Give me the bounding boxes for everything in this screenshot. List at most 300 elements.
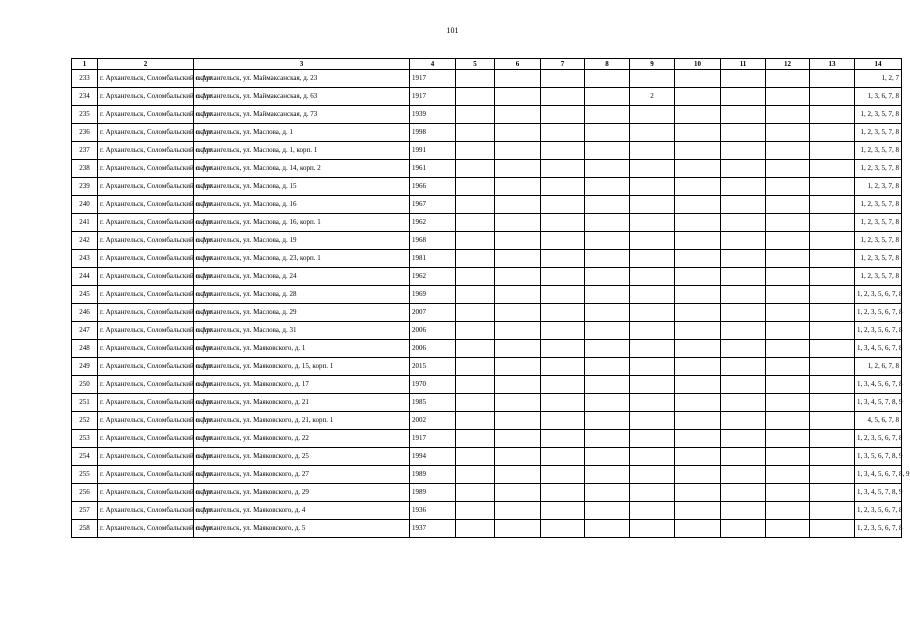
row-number-cell: 236 [72, 124, 98, 142]
col8-cell [585, 124, 630, 142]
column-header: 10 [675, 59, 721, 70]
table-row [72, 250, 902, 268]
col11-cell [721, 304, 766, 322]
col7-cell [541, 196, 585, 214]
col7-cell [541, 88, 585, 106]
col7-cell [541, 502, 585, 520]
col5-cell [456, 286, 495, 304]
col5-cell [456, 160, 495, 178]
col8-cell [585, 232, 630, 250]
row-number-cell: 248 [72, 340, 98, 358]
table-row [72, 88, 902, 106]
address-cell: г. Архангельск, ул. Маяковского, д. 4 [194, 502, 410, 520]
col5-cell [456, 466, 495, 484]
col8-cell [585, 502, 630, 520]
year-cell: 1991 [410, 142, 456, 160]
col12-cell [766, 106, 810, 124]
column-header: 11 [721, 59, 766, 70]
col10-cell [675, 232, 721, 250]
year-cell: 1998 [410, 124, 456, 142]
year-cell: 1939 [410, 106, 456, 124]
col8-cell [585, 466, 630, 484]
address-cell: г. Архангельск, ул. Маяковского, д. 17 [194, 376, 410, 394]
col12-cell [766, 142, 810, 160]
table-row [72, 286, 902, 304]
year-cell: 1937 [410, 520, 456, 538]
col12-cell [766, 70, 810, 88]
col13-cell [810, 322, 855, 340]
address-cell: г. Архангельск, ул. Маяковского, д. 29 [194, 484, 410, 502]
col10-cell [675, 196, 721, 214]
district-cell: г. Архангельск, Соломбальский округ [98, 70, 194, 88]
col12-cell [766, 178, 810, 196]
col12-cell [766, 268, 810, 286]
col7-cell [541, 466, 585, 484]
year-cell: 1961 [410, 160, 456, 178]
year-cell: 1981 [410, 250, 456, 268]
col8-cell [585, 394, 630, 412]
col11-cell [721, 394, 766, 412]
col8-cell [585, 376, 630, 394]
col11-cell [721, 160, 766, 178]
col8-cell [585, 520, 630, 538]
col13-cell [810, 304, 855, 322]
col5-cell [456, 214, 495, 232]
col9-cell [630, 520, 675, 538]
col11-cell [721, 412, 766, 430]
col9-cell [630, 250, 675, 268]
year-cell: 1970 [410, 376, 456, 394]
col6-cell [495, 88, 541, 106]
year-cell: 2015 [410, 358, 456, 376]
table-row [72, 124, 902, 142]
col14-cell: 1, 2, 7 [855, 70, 902, 88]
district-cell: г. Архангельск, Соломбальский округ [98, 466, 194, 484]
col6-cell [495, 160, 541, 178]
col7-cell [541, 520, 585, 538]
col6-cell [495, 232, 541, 250]
col11-cell [721, 124, 766, 142]
col14-cell: 1, 3, 6, 7, 8 [855, 88, 902, 106]
col12-cell [766, 358, 810, 376]
col13-cell [810, 484, 855, 502]
col14-cell: 1, 2, 3, 5, 6, 7, 8 [855, 286, 902, 304]
col13-cell [810, 88, 855, 106]
col14-cell: 1, 3, 4, 5, 7, 8, 9 [855, 484, 902, 502]
col11-cell [721, 142, 766, 160]
col9-cell [630, 70, 675, 88]
col10-cell [675, 412, 721, 430]
address-cell: г. Архангельск, ул. Маяковского, д. 15, корп. 1 [194, 358, 410, 376]
col7-cell [541, 124, 585, 142]
year-cell: 1962 [410, 268, 456, 286]
col6-cell [495, 394, 541, 412]
district-cell: г. Архангельск, Соломбальский округ [98, 88, 194, 106]
col13-cell [810, 232, 855, 250]
district-cell: г. Архангельск, Соломбальский округ [98, 340, 194, 358]
col12-cell [766, 304, 810, 322]
col13-cell [810, 286, 855, 304]
col10-cell [675, 142, 721, 160]
col8-cell [585, 196, 630, 214]
col5-cell [456, 232, 495, 250]
col13-cell [810, 394, 855, 412]
col8-cell [585, 178, 630, 196]
col10-cell [675, 70, 721, 88]
col13-cell [810, 430, 855, 448]
col12-cell [766, 88, 810, 106]
col11-cell [721, 520, 766, 538]
col5-cell [456, 196, 495, 214]
address-cell: г. Архангельск, ул. Маслова, д. 23, корп. 1 [194, 250, 410, 268]
table-row [72, 448, 902, 466]
row-number-cell: 251 [72, 394, 98, 412]
col13-cell [810, 376, 855, 394]
col10-cell [675, 88, 721, 106]
address-cell: г. Архангельск, ул. Маяковского, д. 27 [194, 466, 410, 484]
table-row [72, 214, 902, 232]
col9-cell [630, 466, 675, 484]
col6-cell [495, 286, 541, 304]
col12-cell [766, 520, 810, 538]
col12-cell [766, 124, 810, 142]
table-row [72, 322, 902, 340]
col13-cell [810, 178, 855, 196]
col12-cell [766, 232, 810, 250]
col13-cell [810, 196, 855, 214]
table-row [72, 502, 902, 520]
col8-cell [585, 70, 630, 88]
address-cell: г. Архангельск, ул. Маслова, д. 24 [194, 268, 410, 286]
col11-cell [721, 178, 766, 196]
col6-cell [495, 304, 541, 322]
col10-cell [675, 214, 721, 232]
row-number-cell: 257 [72, 502, 98, 520]
column-header: 5 [456, 59, 495, 70]
col7-cell [541, 358, 585, 376]
col5-cell [456, 322, 495, 340]
col14-cell: 1, 2, 3, 5, 6, 7, 8 [855, 304, 902, 322]
col9-cell [630, 376, 675, 394]
address-cell: г. Архангельск, ул. Маслова, д. 28 [194, 286, 410, 304]
col9-cell [630, 232, 675, 250]
col5-cell [456, 250, 495, 268]
col6-cell [495, 124, 541, 142]
col8-cell [585, 142, 630, 160]
col7-cell [541, 250, 585, 268]
col14-cell: 1, 2, 3, 5, 7, 8 [855, 106, 902, 124]
address-cell: г. Архангельск, ул. Маслова, д. 1 [194, 124, 410, 142]
district-cell: г. Архангельск, Соломбальский округ [98, 214, 194, 232]
col13-cell [810, 214, 855, 232]
col10-cell [675, 466, 721, 484]
col10-cell [675, 340, 721, 358]
col14-cell: 1, 2, 3, 5, 6, 7, 8 [855, 430, 902, 448]
col14-cell: 1, 2, 3, 5, 7, 8 [855, 214, 902, 232]
year-cell: 1962 [410, 214, 456, 232]
col7-cell [541, 268, 585, 286]
col7-cell [541, 70, 585, 88]
col5-cell [456, 106, 495, 124]
col6-cell [495, 358, 541, 376]
col11-cell [721, 502, 766, 520]
row-number-cell: 258 [72, 520, 98, 538]
col9-cell [630, 142, 675, 160]
col10-cell [675, 124, 721, 142]
address-cell: г. Архангельск, ул. Маймаксанская, д. 23 [194, 70, 410, 88]
col10-cell [675, 286, 721, 304]
col9-cell [630, 160, 675, 178]
column-header: 7 [541, 59, 585, 70]
col12-cell [766, 412, 810, 430]
col5-cell [456, 142, 495, 160]
col13-cell [810, 160, 855, 178]
year-cell: 1936 [410, 502, 456, 520]
col9-cell [630, 286, 675, 304]
year-cell: 1985 [410, 394, 456, 412]
col14-cell: 1, 2, 3, 5, 7, 8 [855, 142, 902, 160]
col11-cell [721, 268, 766, 286]
col8-cell [585, 268, 630, 286]
col12-cell [766, 322, 810, 340]
year-cell: 1989 [410, 466, 456, 484]
column-header: 12 [766, 59, 810, 70]
col13-cell [810, 124, 855, 142]
table-row [72, 70, 902, 88]
col13-cell [810, 70, 855, 88]
table-row [72, 520, 902, 538]
col5-cell [456, 70, 495, 88]
col11-cell [721, 214, 766, 232]
col6-cell [495, 178, 541, 196]
col6-cell [495, 520, 541, 538]
col13-cell [810, 268, 855, 286]
row-number-cell: 240 [72, 196, 98, 214]
col14-cell: 1, 2, 3, 5, 7, 8 [855, 268, 902, 286]
col11-cell [721, 322, 766, 340]
row-number-cell: 245 [72, 286, 98, 304]
row-number-cell: 233 [72, 70, 98, 88]
row-number-cell: 246 [72, 304, 98, 322]
district-cell: г. Архангельск, Соломбальский округ [98, 160, 194, 178]
table-row [72, 178, 902, 196]
col7-cell [541, 484, 585, 502]
col8-cell [585, 250, 630, 268]
col7-cell [541, 232, 585, 250]
district-cell: г. Архангельск, Соломбальский округ [98, 448, 194, 466]
col7-cell [541, 142, 585, 160]
row-number-cell: 238 [72, 160, 98, 178]
col12-cell [766, 466, 810, 484]
page-number: 101 [446, 26, 459, 35]
col14-cell: 1, 2, 3, 5, 6, 7, 8 [855, 520, 902, 538]
col6-cell [495, 70, 541, 88]
row-number-cell: 247 [72, 322, 98, 340]
col9-cell: 2 [630, 88, 675, 106]
address-cell: г. Архангельск, ул. Маслова, д. 16, корп. 1 [194, 214, 410, 232]
row-number-cell: 243 [72, 250, 98, 268]
col13-cell [810, 502, 855, 520]
year-cell: 1969 [410, 286, 456, 304]
col11-cell [721, 88, 766, 106]
col7-cell [541, 376, 585, 394]
col12-cell [766, 376, 810, 394]
col11-cell [721, 448, 766, 466]
year-cell: 1968 [410, 232, 456, 250]
col9-cell [630, 268, 675, 286]
col7-cell [541, 430, 585, 448]
col14-cell: 1, 2, 3, 7, 8 [855, 178, 902, 196]
column-header: 8 [585, 59, 630, 70]
col9-cell [630, 178, 675, 196]
col8-cell [585, 160, 630, 178]
col5-cell [456, 448, 495, 466]
col6-cell [495, 376, 541, 394]
col8-cell [585, 340, 630, 358]
col10-cell [675, 484, 721, 502]
col5-cell [456, 88, 495, 106]
table-row [72, 484, 902, 502]
col5-cell [456, 268, 495, 286]
col8-cell [585, 214, 630, 232]
year-cell: 1966 [410, 178, 456, 196]
row-number-cell: 252 [72, 412, 98, 430]
table-row [72, 340, 902, 358]
col6-cell [495, 484, 541, 502]
address-cell: г. Архангельск, ул. Маяковского, д. 5 [194, 520, 410, 538]
col6-cell [495, 250, 541, 268]
col8-cell [585, 484, 630, 502]
address-cell: г. Архангельск, ул. Маяковского, д. 21 [194, 394, 410, 412]
col5-cell [456, 304, 495, 322]
table-row [72, 160, 902, 178]
district-cell: г. Архангельск, Соломбальский округ [98, 376, 194, 394]
address-cell: г. Архангельск, ул. Маяковского, д. 21, корп. 1 [194, 412, 410, 430]
address-cell: г. Архангельск, ул. Маслова, д. 19 [194, 232, 410, 250]
col12-cell [766, 196, 810, 214]
col13-cell [810, 142, 855, 160]
col5-cell [456, 502, 495, 520]
col12-cell [766, 448, 810, 466]
col8-cell [585, 430, 630, 448]
col5-cell [456, 124, 495, 142]
col6-cell [495, 502, 541, 520]
col6-cell [495, 430, 541, 448]
district-cell: г. Архангельск, Соломбальский округ [98, 502, 194, 520]
row-number-cell: 250 [72, 376, 98, 394]
address-cell: г. Архангельск, ул. Маймаксанская, д. 63 [194, 88, 410, 106]
col14-cell: 1, 3, 5, 6, 7, 8, 9 [855, 448, 902, 466]
col9-cell [630, 124, 675, 142]
col11-cell [721, 466, 766, 484]
col11-cell [721, 484, 766, 502]
col14-cell: 1, 3, 4, 5, 7, 8, 9 [855, 394, 902, 412]
row-number-cell: 242 [72, 232, 98, 250]
col8-cell [585, 304, 630, 322]
col12-cell [766, 160, 810, 178]
col11-cell [721, 196, 766, 214]
table-row [72, 106, 902, 124]
col5-cell [456, 376, 495, 394]
column-header: 13 [810, 59, 855, 70]
address-cell: г. Архангельск, ул. Маслова, д. 14, корп. 2 [194, 160, 410, 178]
col13-cell [810, 358, 855, 376]
col10-cell [675, 394, 721, 412]
col9-cell [630, 502, 675, 520]
col9-cell [630, 484, 675, 502]
col11-cell [721, 430, 766, 448]
col11-cell [721, 250, 766, 268]
col10-cell [675, 358, 721, 376]
column-header: 3 [194, 59, 410, 70]
col10-cell [675, 178, 721, 196]
district-cell: г. Архангельск, Соломбальский округ [98, 520, 194, 538]
col10-cell [675, 448, 721, 466]
table-row [72, 412, 902, 430]
col14-cell: 1, 3, 4, 5, 6, 7, 8 [855, 340, 902, 358]
row-number-cell: 253 [72, 430, 98, 448]
table-row [72, 304, 902, 322]
row-number-cell: 255 [72, 466, 98, 484]
row-number-cell: 241 [72, 214, 98, 232]
col8-cell [585, 88, 630, 106]
district-cell: г. Архангельск, Соломбальский округ [98, 124, 194, 142]
year-cell: 2002 [410, 412, 456, 430]
address-cell: г. Архангельск, ул. Маслова, д. 16 [194, 196, 410, 214]
col11-cell [721, 340, 766, 358]
col14-cell: 1, 2, 3, 5, 7, 8 [855, 160, 902, 178]
address-cell: г. Архангельск, ул. Маслова, д. 15 [194, 178, 410, 196]
col8-cell [585, 106, 630, 124]
table-row [72, 142, 902, 160]
address-cell: г. Архангельск, ул. Маслова, д. 1, корп. 1 [194, 142, 410, 160]
col6-cell [495, 412, 541, 430]
col13-cell [810, 448, 855, 466]
col11-cell [721, 358, 766, 376]
column-header: 9 [630, 59, 675, 70]
district-cell: г. Архангельск, Соломбальский округ [98, 394, 194, 412]
col14-cell: 1, 2, 3, 5, 6, 7, 8 [855, 322, 902, 340]
col14-cell: 1, 2, 3, 5, 6, 7, 8 [855, 502, 902, 520]
column-header: 4 [410, 59, 456, 70]
col7-cell [541, 214, 585, 232]
district-cell: г. Архангельск, Соломбальский округ [98, 232, 194, 250]
col7-cell [541, 304, 585, 322]
district-cell: г. Архангельск, Соломбальский округ [98, 106, 194, 124]
col14-cell: 1, 2, 3, 5, 7, 8 [855, 232, 902, 250]
row-number-cell: 249 [72, 358, 98, 376]
col7-cell [541, 340, 585, 358]
col12-cell [766, 394, 810, 412]
col7-cell [541, 286, 585, 304]
col12-cell [766, 286, 810, 304]
header-row [72, 59, 902, 70]
row-number-cell: 256 [72, 484, 98, 502]
year-cell: 2006 [410, 340, 456, 358]
address-cell: г. Архангельск, ул. Маслова, д. 29 [194, 304, 410, 322]
col12-cell [766, 502, 810, 520]
col7-cell [541, 448, 585, 466]
col5-cell [456, 358, 495, 376]
col8-cell [585, 412, 630, 430]
col13-cell [810, 340, 855, 358]
district-cell: г. Архангельск, Соломбальский округ [98, 196, 194, 214]
col9-cell [630, 304, 675, 322]
col6-cell [495, 142, 541, 160]
row-number-cell: 237 [72, 142, 98, 160]
col5-cell [456, 178, 495, 196]
address-cell: г. Архангельск, ул. Маяковского, д. 1 [194, 340, 410, 358]
